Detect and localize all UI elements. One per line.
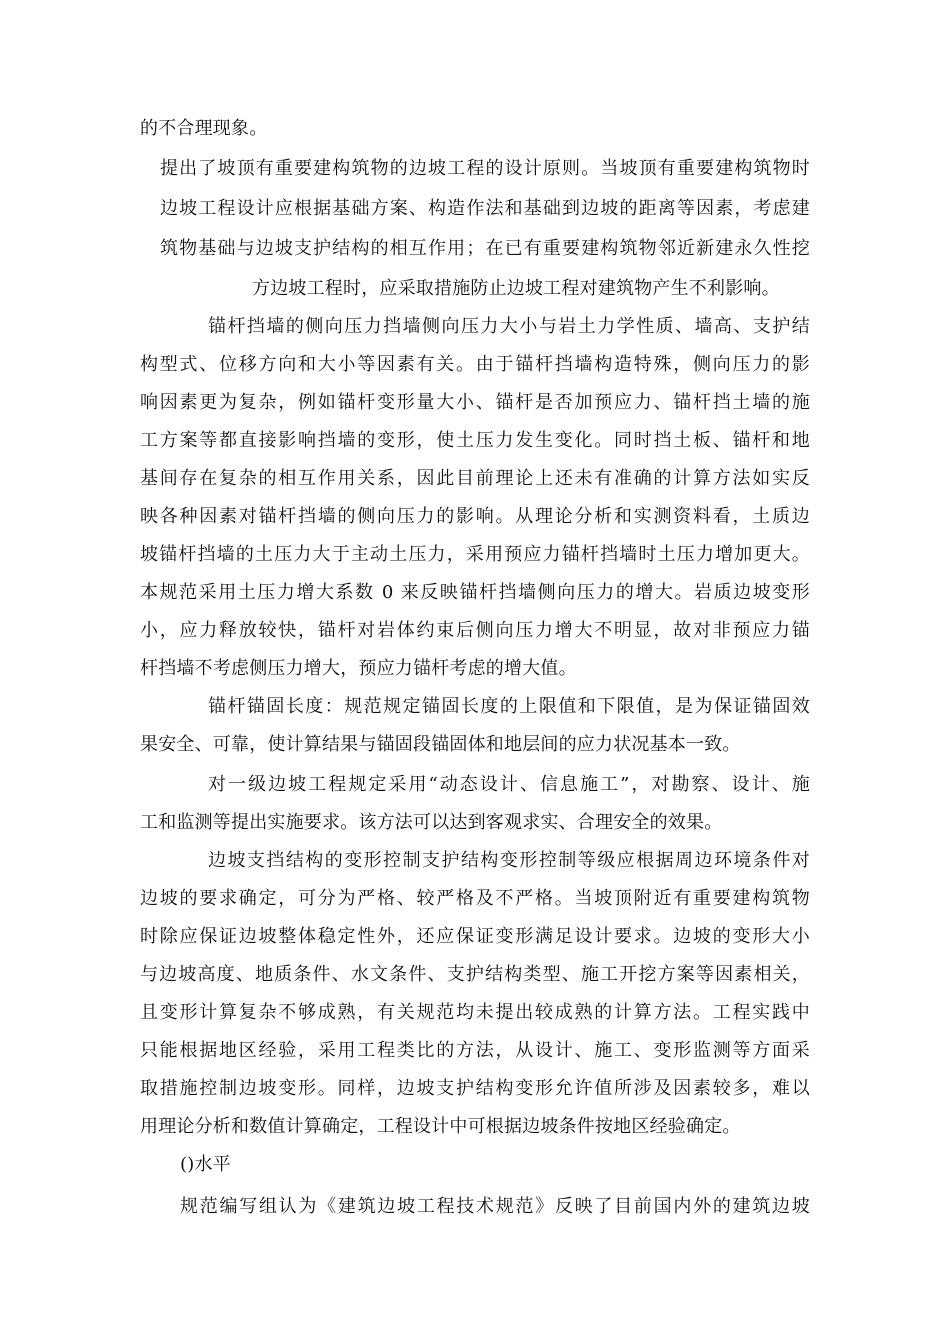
text-line: 筑物基础与边坡支护结构的相互作用；在已有重要建构筑物邻近新建永久性挖 (160, 238, 810, 259)
text-line: 边坡工程设计应根据基础方案、构造作法和基础到边坡的距离等因素，考虑建 (160, 198, 810, 219)
text-line: 边坡的要求确定，可分为严格、较严格及不严格。当坡顶附近有重要建构筑物 (140, 888, 810, 909)
text-line: 边坡支挡结构的变形控制支护结构变形控制等级应根据周边环境条件对 (208, 850, 810, 871)
text-line: 构型式、位移方向和大小等因素有关。由于锚杆挡墙构造特殊，侧向压力的影 (140, 354, 810, 375)
text-line: 锚杆挡墙的侧向压力挡墙侧向压力大小与岩土力学性质、墙高、支护结 (208, 316, 810, 337)
text-line: 方边坡工程时，应采取措施防止边坡工程对建筑物产生不利影响。 (252, 278, 780, 299)
text-line: 与边坡高度、地质条件、水文条件、支护结构类型、施工开挖方案等因素相关， (140, 964, 810, 985)
text-line: 用理论分析和数值计算确定，工程设计中可根据边坡条件按地区经验确定。 (140, 1116, 741, 1137)
section-heading: ()水平 (180, 1154, 231, 1175)
text-line: 取措施控制边坡变形。同样，边坡支护结构变形允许值所涉及因素较多，难以 (140, 1078, 810, 1099)
text-line: 响因素更为复杂，例如锚杆变形量大小、锚杆是否加预应力、锚杆挡土墙的施 (140, 392, 810, 413)
text-line: 映各种因素对锚杆挡墙的侧向压力的影响。从理论分析和实测资料看，土质边 (140, 506, 810, 527)
text-line: 锚杆锚固长度：规范规定锚固长度的上限值和下限值，是为保证锚固效 (208, 696, 810, 717)
text-line: 坡锚杆挡墙的土压力大于主动土压力，采用预应力锚杆挡墙时土压力增加更大。 (140, 544, 810, 565)
text-line: 规范编写组认为《建筑边坡工程技术规范》反映了目前国内外的建筑边坡 (180, 1196, 810, 1217)
text-line: 工和监测等提出实施要求。该方法可以达到客观求实、合理安全的效果。 (140, 812, 723, 833)
text-line: 提出了坡顶有重要建构筑物的边坡工程的设计原则。当坡顶有重要建构筑物时 (160, 158, 810, 179)
text-line: 小，应力释放较快，锚杆对岩体约束后侧向压力增大不明显，故对非预应力锚 (140, 620, 810, 641)
text-line: 本规范采用土压力增大系数 0 来反映锚杆挡墙侧向压力的增大。岩质边坡变形 (140, 582, 810, 603)
text-line: 杆挡墙不考虑侧压力增大，预应力锚杆考虑的增大值。 (140, 658, 577, 679)
text-line: 工方案等都直接影响挡墙的变形，使土压力发生变化。同时挡土板、锚杆和地 (140, 430, 810, 451)
text-line: 的不合理现象。 (140, 118, 268, 139)
text-line: 只能根据地区经验，采用工程类比的方法，从设计、施工、变形监测等方面采 (140, 1040, 810, 1061)
text-line: 且变形计算复杂不够成熟，有关规范均未提出较成熟的计算方法。工程实践中 (140, 1002, 810, 1023)
text-line: 时除应保证边坡整体稳定性外，还应保证变形满足设计要求。边坡的变形大小 (140, 926, 810, 947)
text-line: 基间存在复杂的相互作用关系，因此目前理论上还未有准确的计算方法如实反 (140, 468, 810, 489)
text-line: 对一级边坡工程规定采用“动态设计、信息施工”，对勘察、设计、施 (208, 774, 810, 795)
text-line: 果安全、可靠，使计算结果与锚固段锚固体和地层间的应力状况基本一致。 (140, 734, 741, 755)
